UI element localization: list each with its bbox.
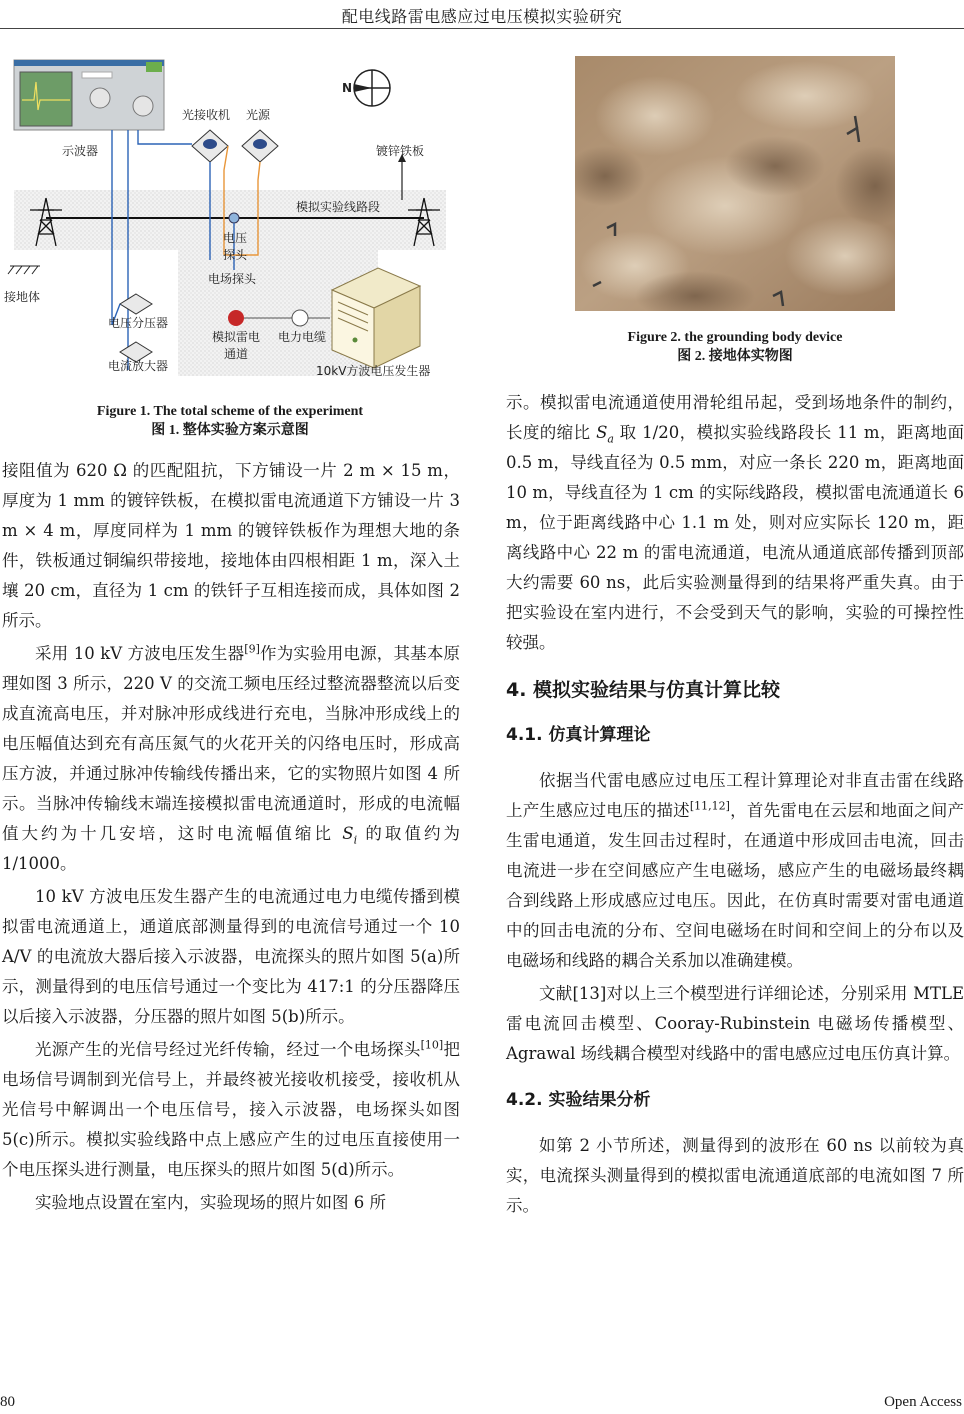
grounding-body-photo	[575, 56, 895, 311]
figure-2-caption-zh: 图 2. 接地体实物图	[677, 349, 793, 364]
paragraph: 光源产生的光信号经过光纤传输，经过一个电场探头[10]把电场信号调制到光信号上，并最终被光接收机接受，接收机从光信号中解调出一个电压信号，接入示波器，电场探头如图 5(c)所示。模拟实验线路中点上感应产生的过电压直接使用一个电压探头进行测量，电压探头的照片如图 5(d)所示。	[2, 1038, 461, 1179]
compass-icon	[354, 70, 390, 106]
left-column	[2, 456, 460, 1218]
optical-receiver-icon	[192, 130, 228, 162]
running-header: 配电线路雷电感应过电压模拟实验研究	[341, 7, 623, 26]
label-test-line: 模拟实验线路段	[296, 200, 381, 214]
label-grounding-body: 接地体	[4, 290, 41, 304]
paragraph: 示。模拟雷电流通道使用滑轮组吊起，受到场地条件的制约，长度的缩比 $S_a$ 取 1/20，模拟实验线路段长 11 m，距离地面 0.5 m，导线直径为 0.5 mm，对应一条长 220 m，距离地面 10 m，导线直径为 1 cm 的实际线路段，模拟雷电流通道长 6 m，位于距离线路中心 1.1 m 处，则对应实际长 120 m，距离线路中心 22 m 的雷电流通道，电流从通道底部传播到顶部大约需要 60 ns，此后实验测量得到的结果将严重失真。由于把实验设在室内进行，不会受到天气的影响，实验的可操控性较强。	[506, 393, 964, 652]
header-rule	[0, 28, 964, 29]
label-lightning-channel-2: 通道	[224, 347, 249, 361]
label-field-probe: 电场探头	[208, 272, 257, 286]
label-power-cable: 电力电缆	[278, 330, 327, 344]
figure-1-caption	[0, 402, 460, 440]
label-generator: 10kV方波电压发生器	[316, 364, 431, 378]
paragraph: 如第 2 小节所述，测量得到的波形在 60 ns 以前较为真实，电流探头测量得到的模拟雷电流通道底部的电流如图 7 所示。	[506, 1136, 964, 1215]
label-current-amplifier: 电流放大器	[108, 359, 169, 373]
label-light-source: 光源	[246, 108, 271, 122]
label-oscilloscope: 示波器	[62, 144, 99, 158]
oscilloscope-icon	[14, 60, 164, 130]
paragraph: 接阻值为 620 Ω 的匹配阻抗，下方铺设一片 2 m × 15 m，厚度为 1 mm 的镀锌铁板，在模拟雷电流通道下方铺设一片 3 m × 4 m，厚度同样为 1 mm 的镀锌铁板作为理想大地的条件，铁板通过铜编织带接地，接地体由四根相距 1 m，深入土壤 20 cm，直径为 1 cm 的铁钎子互相连接而成，具体如图 2 所示。	[2, 461, 460, 630]
label-galvanized-plate: 镀锌铁板	[376, 144, 425, 158]
ground-symbol	[8, 266, 40, 274]
footer-open-access: Open Access	[884, 1394, 962, 1410]
label-voltage-divider: 电压分压器	[108, 316, 169, 330]
label-optical-receiver: 光接收机	[182, 108, 231, 122]
figure-2-caption	[575, 328, 895, 366]
paragraph: 采用 10 kV 方波电压发生器[9]作为实验用电源，其基本原理如图 3 所示，220 V 的交流工频电压经过整流器整流以后变成直流高电压，并对脉冲形成线进行充电，当脉冲形成线上的电压幅值达到充有高压氮气的火花开关的闪络电压时，形成高压方波，并通过脉冲传输线传播出来，它的实物照片如图 4 所示。当脉冲传输线末端连接模拟雷电流通道时，形成的电流幅值大约为十几安培，这时电流幅值缩比 $S_i$ 的取值约为 1/1000。	[2, 642, 461, 873]
light-source-icon	[242, 130, 278, 162]
label-compass-north: N	[342, 81, 353, 95]
section-heading-4-2: 4.2. 实验结果分析	[506, 1090, 651, 1110]
paragraph: 文献[13]对以上三个模型进行详细论述，分别采用 MTLE 雷电流回击模型、Cooray-Rubinstein 电磁场传播模型、Agrawal 场线耦合模型对线路中的雷电感应过电压仿真计算。	[506, 984, 964, 1063]
paragraph: 实验地点设置在室内，实验现场的照片如图 6 所	[35, 1193, 386, 1212]
paragraph: 10 kV 方波电压发生器产生的电流通过电力电缆传播到模拟雷电流通道上，通道底部测量得到的电流信号通过一个 10 A/V 的电流放大器后接入示波器，电流探头的照片如图 5(a)所示，测量得到的电压信号通过一个变比为 417:1 的分压器降压以后接入示波器，分压器的照片如图 5(b)所示。	[2, 887, 460, 1026]
grounding-body-photo-image	[575, 56, 895, 311]
section-heading-4-1: 4.1. 仿真计算理论	[506, 725, 651, 745]
paragraph: 依据当代雷电感应过电压工程计算理论对非直击雷在线路上产生感应过电压的描述[11,12]，首先雷电在云层和地面之间产生雷电通道，发生回击过程时，在通道中形成回击电流，回击电流进一步在空间感应产生电磁场，感应产生的电磁场最终耦合到线路上形成感应过电压。因此，在仿真时需要对雷电通道中的回击电流的分布、空间电磁场在时间和空间上的分布以及电磁场和线路的耦合关系加以准确建模。	[506, 771, 964, 970]
label-voltage-probe-2: 探头	[223, 248, 248, 262]
label-lightning-channel-1: 模拟雷电	[212, 330, 261, 344]
right-column	[506, 388, 964, 1221]
label-voltage-probe-1: 电压	[223, 231, 248, 245]
figure-1-caption-zh: 图 1. 整体实验方案示意图	[151, 423, 309, 438]
section-heading-4: 4. 模拟实验结果与仿真计算比较	[506, 679, 781, 701]
figure-1	[0, 50, 470, 390]
figure-2-caption-en: Figure 2. the grounding body device	[627, 330, 843, 345]
voltage-divider-icon	[120, 294, 152, 314]
page-number: 80	[0, 1394, 15, 1410]
figure-1-caption-en: Figure 1. The total scheme of the experiment	[96, 404, 364, 419]
power-cable-icon	[292, 310, 308, 326]
lightning-channel-icon	[228, 310, 244, 326]
